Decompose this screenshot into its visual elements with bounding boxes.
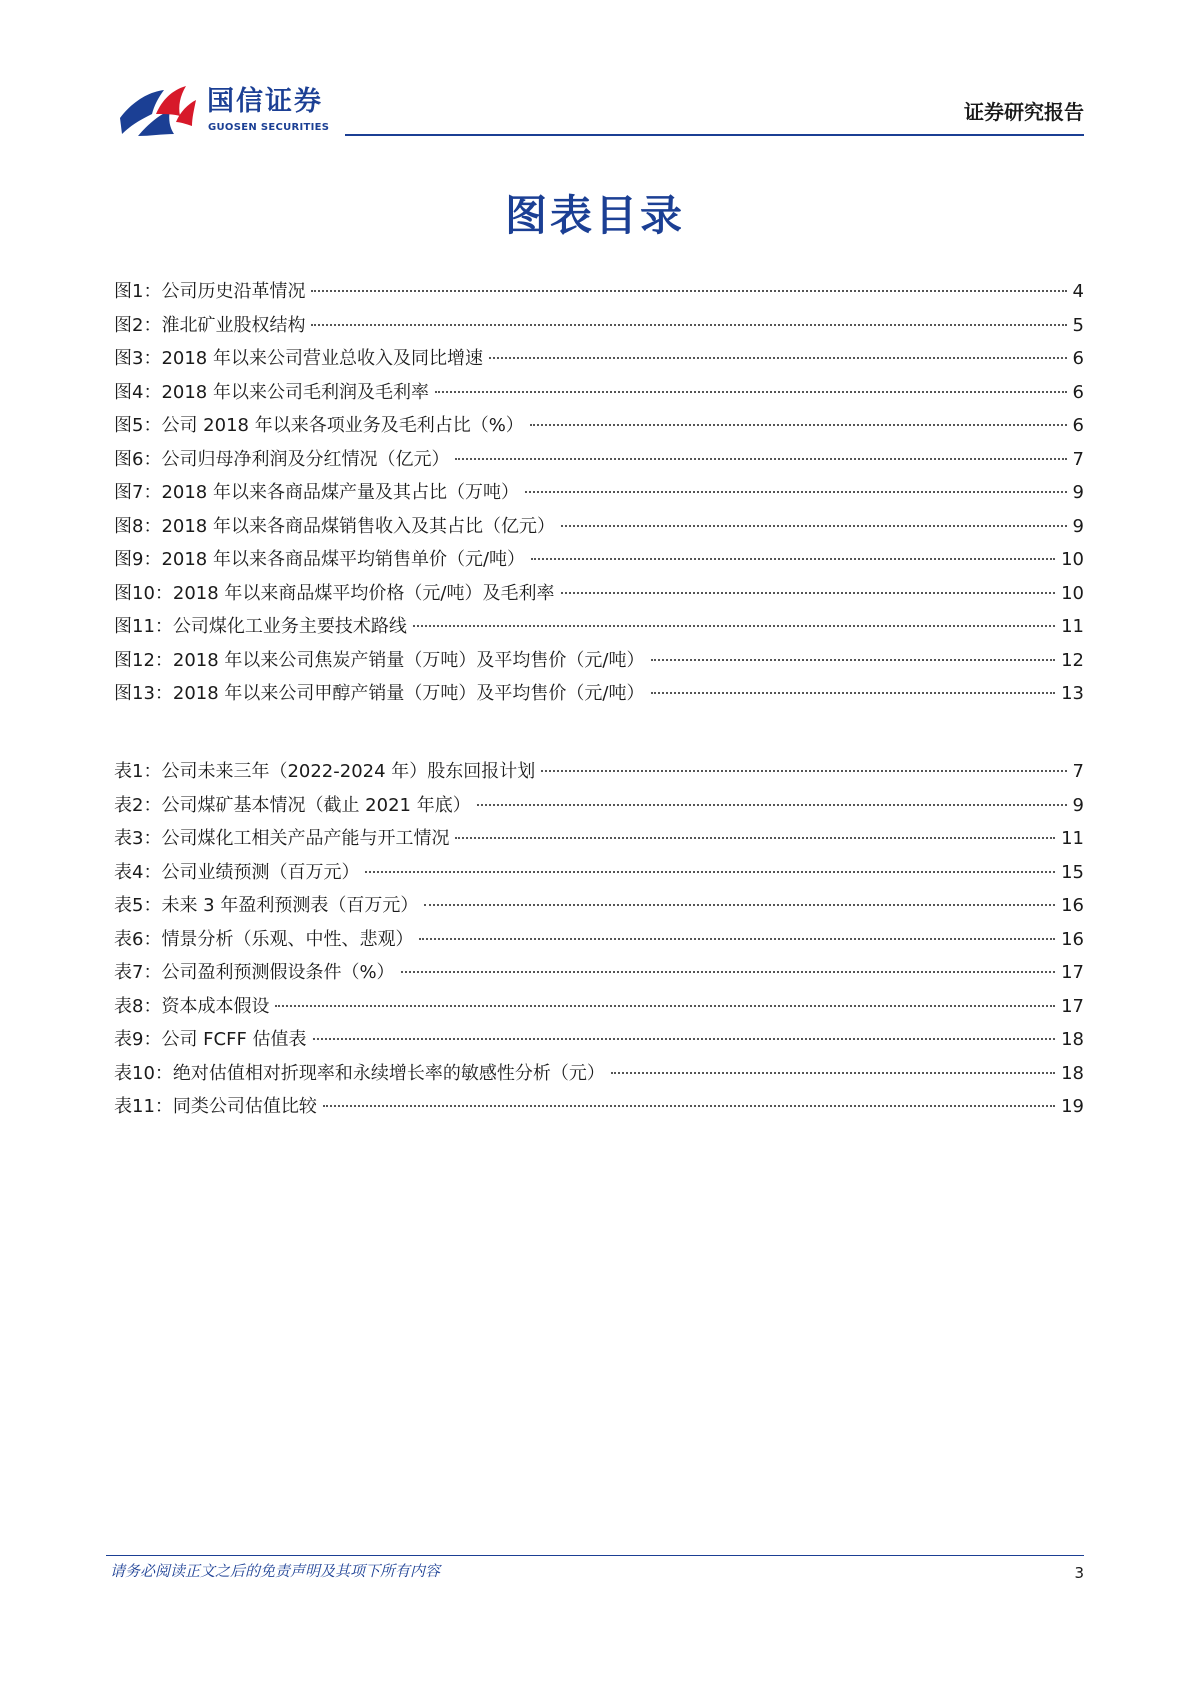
table-title: 同类公司估值比较 (172, 1096, 317, 1117)
figure-entry[interactable] (114, 615, 1084, 649)
table-label: 表7 (114, 962, 144, 983)
dot-leader (525, 491, 1067, 493)
table-title: 公司盈利预测假设条件（%） (161, 962, 395, 983)
dot-leader (531, 558, 1055, 560)
figure-label-separator: ： (143, 348, 162, 369)
report-type-label: 证券研究报告 (964, 100, 1084, 124)
table-label: 表5 (114, 895, 144, 916)
figure-label-separator: ： (143, 314, 162, 336)
table-label: 表8 (114, 995, 144, 1017)
dot-leader (365, 871, 1055, 873)
dot-leader (311, 290, 1066, 292)
figure-label: 图4 (114, 381, 144, 403)
table-entry[interactable] (114, 861, 1084, 895)
figure-label: 图2 (114, 314, 144, 336)
dot-leader (419, 938, 1055, 940)
figure-title: 2018 年以来公司甲醇产销量（万吨）及平均售价（元/吨） (172, 683, 645, 704)
table-title: 公司煤矿基本情况（截止 2021 年底） (161, 794, 471, 816)
figure-title: 淮北矿业股权结构 (161, 314, 306, 336)
figure-entry[interactable] (114, 280, 1084, 314)
table-entry[interactable] (114, 1028, 1084, 1062)
figure-label: 图7 (114, 482, 144, 503)
table-label: 表10 (114, 1062, 155, 1084)
table-page-number: 11 (1061, 828, 1084, 849)
figure-entry[interactable] (114, 682, 1084, 716)
dot-leader (611, 1072, 1055, 1074)
table-entry[interactable] (114, 928, 1084, 962)
table-title: 公司未来三年（2022-2024 年）股东回报计划 (161, 761, 536, 782)
figure-entry[interactable] (114, 481, 1084, 515)
dot-leader (530, 424, 1067, 426)
table-page-number: 17 (1061, 995, 1084, 1017)
table-entry[interactable] (114, 995, 1084, 1029)
figure-label: 图11 (114, 616, 155, 637)
figure-page-number: 6 (1072, 415, 1084, 436)
logo-english-name: GUOSEN SECURITIES (208, 122, 330, 133)
guosen-logo-icon (118, 84, 198, 140)
table-page-number: 7 (1072, 761, 1084, 782)
table-label-separator: ： (143, 761, 162, 782)
table-entry[interactable] (114, 760, 1084, 794)
figure-page-number: 11 (1061, 616, 1084, 637)
figure-label-separator: ： (154, 582, 173, 604)
dot-leader (489, 357, 1067, 359)
figure-label-separator: ： (143, 281, 162, 302)
figure-page-number: 13 (1061, 683, 1084, 704)
figure-label: 图6 (114, 448, 144, 470)
table-label: 表6 (114, 928, 144, 950)
figure-label: 图5 (114, 415, 144, 436)
figure-title: 2018 年以来各商品煤产量及其占比（万吨） (161, 482, 519, 503)
dot-leader (275, 1005, 1055, 1007)
page-title: 图表目录 (504, 191, 685, 240)
figure-entry[interactable] (114, 314, 1084, 348)
figure-page-number: 7 (1072, 448, 1084, 470)
figure-page-number: 5 (1072, 314, 1084, 336)
table-label: 表2 (114, 794, 144, 816)
table-label-separator: ： (143, 962, 162, 983)
figure-title: 2018 年以来公司营业总收入及同比增速 (161, 348, 483, 369)
figure-entry[interactable] (114, 582, 1084, 616)
table-entry[interactable] (114, 1062, 1084, 1096)
page-header (0, 0, 1190, 140)
figure-label: 图13 (114, 683, 155, 704)
table-label-separator: ： (143, 828, 162, 849)
figure-page-number: 4 (1072, 281, 1084, 302)
table-entry[interactable] (114, 827, 1084, 861)
figure-label: 图1 (114, 281, 144, 302)
table-title: 公司业绩预测（百万元） (161, 861, 360, 883)
figure-label: 图8 (114, 515, 144, 537)
table-label: 表3 (114, 828, 144, 849)
figure-title: 2018 年以来商品煤平均价格（元/吨）及毛利率 (172, 582, 555, 604)
footer-divider (106, 1555, 1084, 1556)
dot-leader (651, 692, 1056, 694)
figure-entry[interactable] (114, 548, 1084, 582)
logo-chinese-name: 国信证券 (207, 86, 323, 117)
figure-title: 2018 年以来各商品煤销售收入及其占比（亿元） (161, 515, 555, 537)
figure-title: 公司历史沿革情况 (161, 281, 306, 302)
table-page-number: 19 (1061, 1096, 1084, 1117)
figure-label: 图3 (114, 348, 144, 369)
figure-page-number: 10 (1061, 582, 1084, 604)
table-label-separator: ： (143, 895, 162, 916)
table-title: 绝对估值相对折现率和永续增长率的敏感性分析（元） (172, 1062, 605, 1084)
figure-label: 图10 (114, 582, 155, 604)
dot-leader (424, 904, 1055, 906)
figure-title: 公司煤化工业务主要技术路线 (172, 616, 407, 637)
figure-entry[interactable] (114, 414, 1084, 448)
table-label: 表1 (114, 761, 144, 782)
figure-page-number: 6 (1072, 348, 1084, 369)
guosen-logo (118, 84, 348, 140)
figure-entry[interactable] (114, 347, 1084, 381)
figure-entry[interactable] (114, 381, 1084, 415)
figure-label-separator: ： (154, 616, 173, 637)
figure-label-separator: ： (143, 448, 162, 470)
figure-page-number: 12 (1061, 649, 1084, 671)
figure-label-separator: ： (143, 515, 162, 537)
table-label-separator: ： (154, 1062, 173, 1084)
table-label-separator: ： (143, 1029, 162, 1050)
table-entry[interactable] (114, 1095, 1084, 1129)
figure-title: 公司归母净利润及分红情况（亿元） (161, 448, 450, 470)
figure-page-number: 9 (1072, 515, 1084, 537)
figure-title: 公司 2018 年以来各项业务及毛利占比（%） (161, 415, 524, 436)
dot-leader (323, 1105, 1055, 1107)
table-label-separator: ： (154, 1096, 173, 1117)
dot-leader (561, 525, 1067, 527)
table-entry[interactable] (114, 794, 1084, 828)
table-title: 公司煤化工相关产品产能与开工情况 (161, 828, 450, 849)
figure-label-separator: ： (143, 381, 162, 403)
table-page-number: 9 (1072, 794, 1084, 816)
dot-leader (413, 625, 1055, 627)
table-title: 公司 FCFF 估值表 (161, 1029, 307, 1050)
header-divider (345, 134, 1084, 136)
table-list (114, 760, 1084, 1129)
figure-label-separator: ： (143, 482, 162, 503)
figure-list (114, 280, 1084, 716)
figure-page-number: 9 (1072, 482, 1084, 503)
dot-leader (455, 458, 1066, 460)
figure-label-separator: ： (154, 649, 173, 671)
dot-leader (541, 770, 1066, 772)
figure-page-number: 10 (1061, 549, 1084, 570)
table-label-separator: ： (143, 861, 162, 883)
dot-leader (561, 592, 1056, 594)
figure-title: 2018 年以来各商品煤平均销售单价（元/吨） (161, 549, 526, 570)
table-page-number: 18 (1061, 1062, 1084, 1084)
figure-entry[interactable] (114, 448, 1084, 482)
table-title: 未来 3 年盈利预测表（百万元） (161, 895, 419, 916)
table-label-separator: ： (143, 794, 162, 816)
table-entry[interactable] (114, 961, 1084, 995)
table-page-number: 16 (1061, 928, 1084, 950)
dot-leader (435, 391, 1067, 393)
table-label: 表11 (114, 1096, 155, 1117)
table-title: 资本成本假设 (161, 995, 270, 1017)
figure-entry[interactable] (114, 515, 1084, 549)
dot-leader (313, 1038, 1056, 1040)
table-page-number: 18 (1061, 1029, 1084, 1050)
figure-label: 图12 (114, 649, 155, 671)
table-label: 表4 (114, 861, 144, 883)
figure-entry[interactable] (114, 649, 1084, 683)
dot-leader (477, 804, 1067, 806)
dot-leader (401, 971, 1056, 973)
table-title: 情景分析（乐观、中性、悲观） (161, 928, 414, 950)
figure-title: 2018 年以来公司焦炭产销量（万吨）及平均售价（元/吨） (172, 649, 645, 671)
dot-leader (311, 324, 1066, 326)
figure-page-number: 6 (1072, 381, 1084, 403)
dot-leader (455, 837, 1055, 839)
figure-label-separator: ： (143, 415, 162, 436)
page-number: 3 (1074, 1564, 1084, 1582)
table-page-number: 16 (1061, 895, 1084, 916)
table-page-number: 15 (1061, 861, 1084, 883)
footer-disclaimer: 请务必阅读正文之后的免责声明及其项下所有内容 (110, 1562, 441, 1580)
table-page-number: 17 (1061, 962, 1084, 983)
table-entry[interactable] (114, 894, 1084, 928)
table-label-separator: ： (143, 928, 162, 950)
figure-title: 2018 年以来公司毛利润及毛利率 (161, 381, 429, 403)
dot-leader (651, 659, 1056, 661)
figure-label-separator: ： (154, 683, 173, 704)
figure-label: 图9 (114, 549, 144, 570)
table-label: 表9 (114, 1029, 144, 1050)
figure-label-separator: ： (143, 549, 162, 570)
table-label-separator: ： (143, 995, 162, 1017)
